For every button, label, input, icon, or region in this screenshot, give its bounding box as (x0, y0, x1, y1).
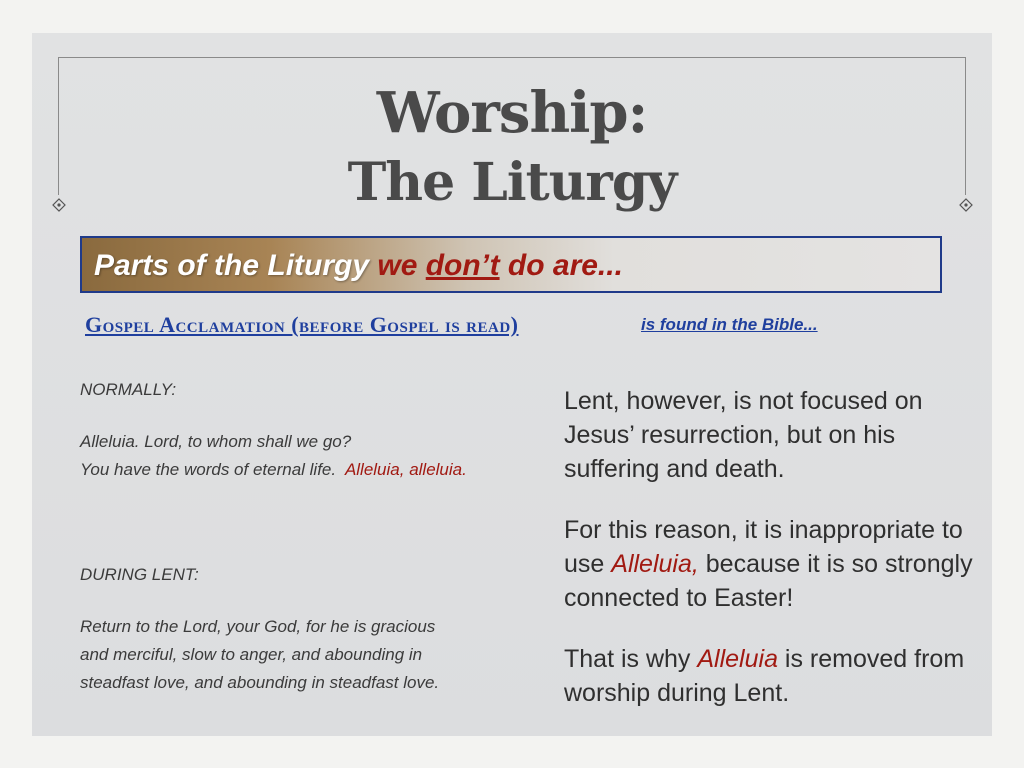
p3-text-b: is removed from worship during Lent. (564, 645, 965, 707)
banner (80, 236, 942, 293)
explanation-paragraph-2 (564, 513, 984, 615)
normally-line1: Alleluia. Lord, to whom shall we go? (80, 432, 352, 451)
p2-text-b: because it is so strongly connected to Easter! (564, 550, 973, 612)
banner-text-dont: don’t (425, 249, 500, 282)
p2-text-a: For this reason, it is inappropriate to use (564, 516, 963, 578)
bible-reference-link[interactable]: is found in the Bible... (641, 315, 818, 334)
normally-line2 (80, 456, 467, 484)
slide-title: Worship: (376, 80, 648, 146)
p2-alleluia-red: Alleluia, (611, 550, 699, 578)
banner-text (94, 249, 623, 283)
alleluia-red-text: Alleluia, alleluia. (344, 460, 467, 479)
p3-text-a: That is why (564, 645, 698, 673)
p3-alleluia-red: Alleluia (697, 645, 778, 673)
lent-line1: Return to the Lord, your God, for he is gracious (80, 617, 436, 636)
lent-label: DURING LENT: (80, 565, 199, 584)
banner-text-part2: we (377, 249, 426, 282)
lent-line3: steadfast love, and abounding in steadfast love. (80, 673, 440, 692)
slide-subtitle: The Liturgy (347, 152, 677, 213)
banner-text-part1: Parts of the Liturgy (94, 249, 378, 282)
normally-label: NORMALLY: (80, 380, 177, 399)
banner-text-part4: do are... (499, 249, 623, 282)
lent-line2: and merciful, slow to anger, and abounding in (80, 645, 423, 664)
normally-line2-text: You have the words of eternal life. (80, 460, 337, 479)
explanation-paragraph-3 (564, 642, 984, 710)
frame-top-rule (58, 57, 966, 58)
section-heading-link[interactable]: Gospel Acclamation (before Gospel is read) (85, 312, 519, 337)
explanation-paragraph-1: Lent, however, is not focused on Jesus’ resurrection, but on his suffering and death. (564, 387, 923, 483)
